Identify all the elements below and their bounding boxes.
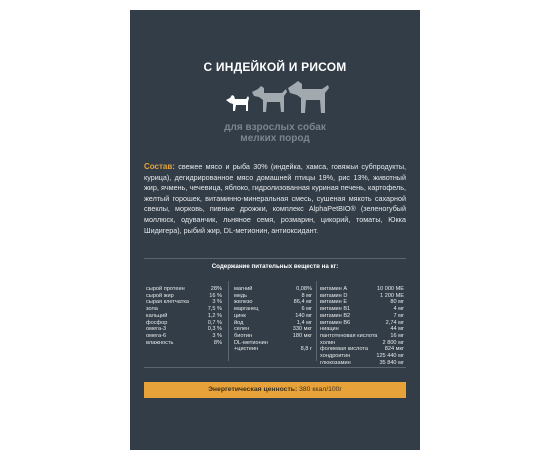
nutrient-name: магний (234, 286, 253, 292)
nutrient-row (146, 320, 222, 327)
nutrient-name: цинк (234, 312, 246, 319)
nutrient-name: +цистеин (234, 346, 259, 353)
nutrient-row (146, 313, 222, 320)
nutrient-value: 180 мкг (292, 332, 312, 339)
target-audience (130, 122, 420, 144)
nutrient-value: 1,2 % (207, 312, 222, 319)
nutrient-value: 44 мг (390, 326, 404, 333)
nutrient-row (234, 333, 312, 340)
nutrient-value: 10 000 МЕ (376, 286, 404, 292)
nutrient-row (234, 286, 312, 293)
nutrient-name: витамин В6 (320, 319, 351, 326)
product-label-panel (130, 10, 420, 450)
column-divider (316, 281, 317, 361)
nutrient-row (320, 340, 404, 347)
nutrient-value: 330 мкг (292, 326, 312, 333)
nutrient-row (146, 306, 222, 313)
nutrient-value: 86,4 мг (293, 299, 312, 306)
nutrient-value: 4 мг (393, 306, 404, 313)
nutrient-name: DL-метионин (234, 339, 268, 346)
medium-dog-icon (252, 86, 287, 112)
nutrient-row (320, 353, 404, 360)
nutrient-value: 2,74 мг (385, 319, 404, 326)
nutrient-name: витамин D (320, 292, 348, 299)
nutrient-row (320, 326, 404, 333)
nutrient-value: 1,4 мг (296, 319, 312, 326)
nutrient-row (234, 313, 312, 320)
nutrient-name: сырой протеин (146, 286, 185, 292)
nutrient-name: железо (234, 299, 253, 306)
nutrient-value: 16 % (209, 292, 222, 299)
energy-label: Энергетическая ценность: (208, 386, 298, 393)
nutrient-name: витамин Е (320, 299, 348, 306)
nutrient-row (320, 346, 404, 353)
nutrient-name: биотин (234, 332, 253, 339)
nutrient-row (146, 326, 222, 333)
nutrient-row (234, 340, 312, 347)
nutrient-value: 3 % (212, 299, 222, 306)
nutrient-name: хондроитин (320, 353, 351, 360)
nutrient-row (320, 286, 404, 293)
nutrient-name: фолиевая кислота (320, 346, 368, 353)
nutrient-name: омега-3 (146, 326, 167, 333)
composition-label: Состав: (144, 162, 175, 171)
nutrient-value: 0,7 % (207, 319, 222, 326)
nutrient-name: марганец (234, 306, 259, 313)
nutrient-row (320, 333, 404, 340)
nutrient-name: глюкозамин (320, 359, 351, 366)
nutrient-row (234, 299, 312, 306)
nutrient-value: 35 840 мг (379, 359, 404, 366)
nutrient-row (234, 326, 312, 333)
nutrient-value: 8 мг (301, 292, 312, 299)
nutrient-row (146, 299, 222, 306)
product-title: С ИНДЕЙКОЙ И РИСОМ (203, 60, 347, 74)
nutrient-row (234, 306, 312, 313)
nutrient-value: 0,3 % (207, 326, 222, 333)
nutrient-value: 8,8 г (300, 346, 312, 353)
nutrients-column-1 (146, 286, 222, 346)
nutrient-row (320, 299, 404, 306)
nutrient-name: кальций (146, 312, 168, 319)
nutrient-name: фосфор (146, 319, 168, 326)
nutrient-row (320, 313, 404, 320)
nutrient-value: 6 мг (301, 306, 312, 313)
nutrient-name: сырой жир (146, 292, 174, 299)
nutrient-value: 125 440 мг (376, 353, 404, 360)
composition-text (144, 162, 406, 236)
nutrient-name: ниацин (320, 326, 339, 333)
nutrient-name: омега-6 (146, 332, 167, 339)
nutrient-value: 3 % (212, 332, 222, 339)
dog-size-icons (222, 78, 332, 116)
nutrients-table (144, 258, 406, 368)
nutrient-name: селен (234, 326, 250, 333)
nutrient-value: 824 мкг (384, 346, 404, 353)
nutrients-column-2 (234, 286, 312, 353)
nutrient-row (234, 293, 312, 300)
column-divider (228, 281, 229, 361)
nutrient-name: холин (320, 339, 336, 346)
nutrient-row (320, 360, 404, 367)
nutrient-value: 7,5 % (207, 306, 222, 313)
nutrient-row (320, 320, 404, 327)
nutrient-name: влажность (146, 339, 174, 346)
nutrient-name: витамин А (320, 286, 348, 292)
nutrient-row (320, 306, 404, 313)
nutrient-value: 8% (213, 339, 222, 346)
composition-body: свежее мясо и рыба 30% (индейка, хамса, говяжьи субпродукты, курица), дегидрированное мясо домашней птицы 19%, рис 13%, животный жир, ячмень, чечевица, яблоко, гидролизованная куриная печень, картофель, желтый горошек, витаминно-минеральная смесь, сушеная мякоть сахарной свеклы, морковь, пивные дрожжи, комплекс AlphaPetBIO® (зеленогубый моллюск, одуванчик, льняное семя, розмарин, цикорий, томаты, Юкка Шидигера), рыбий жир, DL-метионин, антиоксидант. (144, 162, 406, 235)
small-dog-icon (226, 95, 249, 111)
energy-value: 380 ккал/100г (299, 386, 342, 393)
nutrient-name: медь (234, 292, 248, 299)
nutrient-value: 16 мг (390, 332, 404, 339)
nutrient-value: 28% (210, 286, 222, 292)
nutrient-name: зола (146, 306, 158, 313)
nutrient-value: 80 мг (390, 299, 404, 306)
nutrient-name: пантотеновая кислота (320, 332, 378, 339)
large-dog-icon (288, 81, 329, 113)
nutrient-value: 0,08% (296, 286, 312, 292)
nutrient-value: 1 200 МЕ (380, 292, 404, 299)
nutrient-name: витамин В2 (320, 312, 351, 319)
nutrient-row (320, 293, 404, 300)
nutrient-row (146, 333, 222, 340)
nutrient-row (234, 346, 312, 353)
nutrient-row (234, 320, 312, 327)
nutrient-value: 140 мг (295, 312, 312, 319)
subtitle-line-1: для взрослых собак (224, 122, 326, 133)
nutrient-value: 2 800 мг (382, 339, 404, 346)
nutrient-name: витамин В1 (320, 306, 351, 313)
nutrient-row (146, 286, 222, 293)
nutrient-row (146, 293, 222, 300)
nutrients-title: Содержание питательных веществ на кг: (211, 263, 339, 270)
nutrient-value: 7 мг (393, 312, 404, 319)
nutrient-name: сырая клетчатка (146, 299, 190, 306)
nutrient-row (146, 340, 222, 347)
subtitle-line-2: мелких пород (240, 133, 310, 144)
energy-value-bar (144, 382, 406, 398)
nutrient-name: йод (234, 319, 244, 326)
nutrients-column-3 (320, 286, 404, 366)
